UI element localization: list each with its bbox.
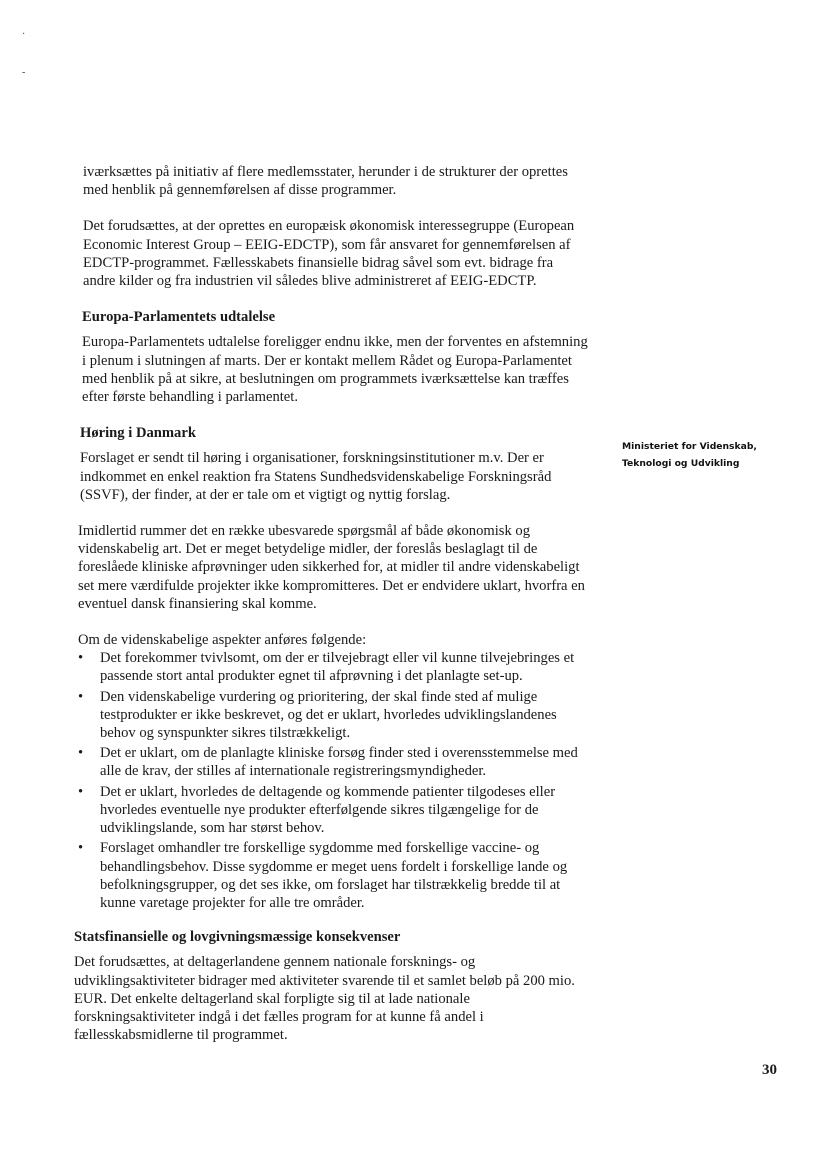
bullet-icon: • [78, 840, 84, 857]
heading-hearing: Høring i Danmark [80, 425, 196, 442]
paragraph-intro: iværksættes på initiativ af flere medlemsstater, herunder i de strukturer der oprettes med henblik på gennemførelsen af disse programmer. [83, 164, 568, 199]
bullet-icon: • [78, 783, 84, 800]
list-item [78, 783, 588, 838]
paragraph-parliament: Europa-Parlamentets udtalelse foreligger endnu ikke, men der forventes en afstemning i plenum i slutningen af marts. Der er kontakt mellem Rådet og Europa-Parlamentet med henblik på at sikre, at beslutningen om programmets iværksættelse kan træffes efter første behandling i parlamentet. [82, 334, 588, 406]
paragraph-eeig: Det forudsættes, at der oprettes en europæisk økonomisk interessegruppe (European Economic Interest Group – EEIG-EDCTP), som får ansvaret for gennemførelsen af EDCTP-programmet. Fællesskabets finansielle bidrag såvel som evt. bidrage fra andre kilder og fra industrien vil således blive administreret af EEIG-EDCTP. [83, 218, 575, 290]
list-item-text: Det er uklart, hvorledes de deltagende og kommende patienter tilgodeses eller hvorledes eventuelle nye produkter efterfølgende sikres tilgængelige for de udviklingslande, som har størst behov. [100, 783, 556, 837]
bullet-icon: • [78, 745, 84, 762]
list-item-text: Det forekommer tvivlsomt, om der er tilvejebragt eller vil kunne tilvejebringes et passende stort antal produkter egnet til afprøvning i det planlagte set-up. [100, 650, 575, 685]
heading-parliament: Europa-Parlamentets udtalelse [82, 309, 276, 326]
ministry-name-line2: Teknologi og Udvikling [622, 458, 740, 469]
margin-dot-mark: · [22, 29, 26, 40]
bullets-intro: Om de videnskabelige aspekter anføres følgende: [78, 632, 367, 649]
paragraph-finance: Det forudsættes, at deltagerlandene gennem nationale forsknings- og udviklingsaktiviteter bidrager med aktiviteter svarende til et samlet beløb på 200 mio. EUR. Det enkelte deltagerland skal forpligte sig til at lade nationale forskningsaktiviteter indgå i det fælles program for at kunne få andel i fællesskabsmidlerne til programmet. [74, 954, 575, 1044]
bullet-icon: • [78, 650, 84, 667]
heading-finance: Statsfinansielle og lovgivningsmæssige konsekvenser [74, 929, 401, 946]
document-body [74, 163, 588, 1044]
ministry-sidebar [622, 438, 802, 472]
list-item-text: Den videnskabelige vurdering og prioritering, der skal finde sted af mulige testprodukter er ikke beskrevet, og det er uklart, hvorledes udviklingslandenes behov og synspunkter sikres tilstrækkeligt. [100, 688, 557, 742]
paragraph-hearing-response: Forslaget er sendt til høring i organisationer, forskningsinstitutioner m.v. Der er indkommet en enkel reaktion fra Statens Sundhedsvidenskabelige Forskningsråd (SSVF), der finder, at der er tale om et vigtigt og nyttig forslag. [80, 450, 552, 503]
paragraph-hearing-concerns: Imidlertid rummer det en række ubesvarede spørgsmål af både økonomisk og videnskabelig art. Det er meget betydelige midler, der foreslås beslaglagt til de foreslåede kliniske afprøvninger uden sikkerhed for, at midler til andre videnskabeligt set mere værdifulde projekter ikke kompromitteres. Det er endvidere uklart, hvorfra en eventuel dansk finansiering skal komme. [78, 523, 585, 612]
margin-dash-mark: - [22, 67, 26, 78]
ministry-name-line1: Ministeriet for Videnskab, [622, 441, 757, 452]
list-item [78, 839, 588, 912]
page-number: 30 [762, 1062, 777, 1078]
list-item-text: Det er uklart, om de planlagte kliniske forsøg finder sted i overensstemmelse med alle de krav, der stilles af internationale registreringsmyndigheder. [100, 745, 578, 780]
list-item-text: Forslaget omhandler tre forskellige sygdomme med forskellige vaccine- og behandlingsbehov. Disse sygdomme er meget uens fordelt i forskellige lande og befolkningsgrupper, og det ses ikke, om forslaget har tilstrækkelig bredde til at kunne varetage projekter for alle tre områder. [100, 840, 568, 911]
list-item [78, 688, 588, 743]
list-item [78, 744, 588, 780]
list-item [78, 649, 588, 685]
bullet-icon: • [78, 688, 84, 705]
scientific-aspects-list [78, 649, 588, 912]
